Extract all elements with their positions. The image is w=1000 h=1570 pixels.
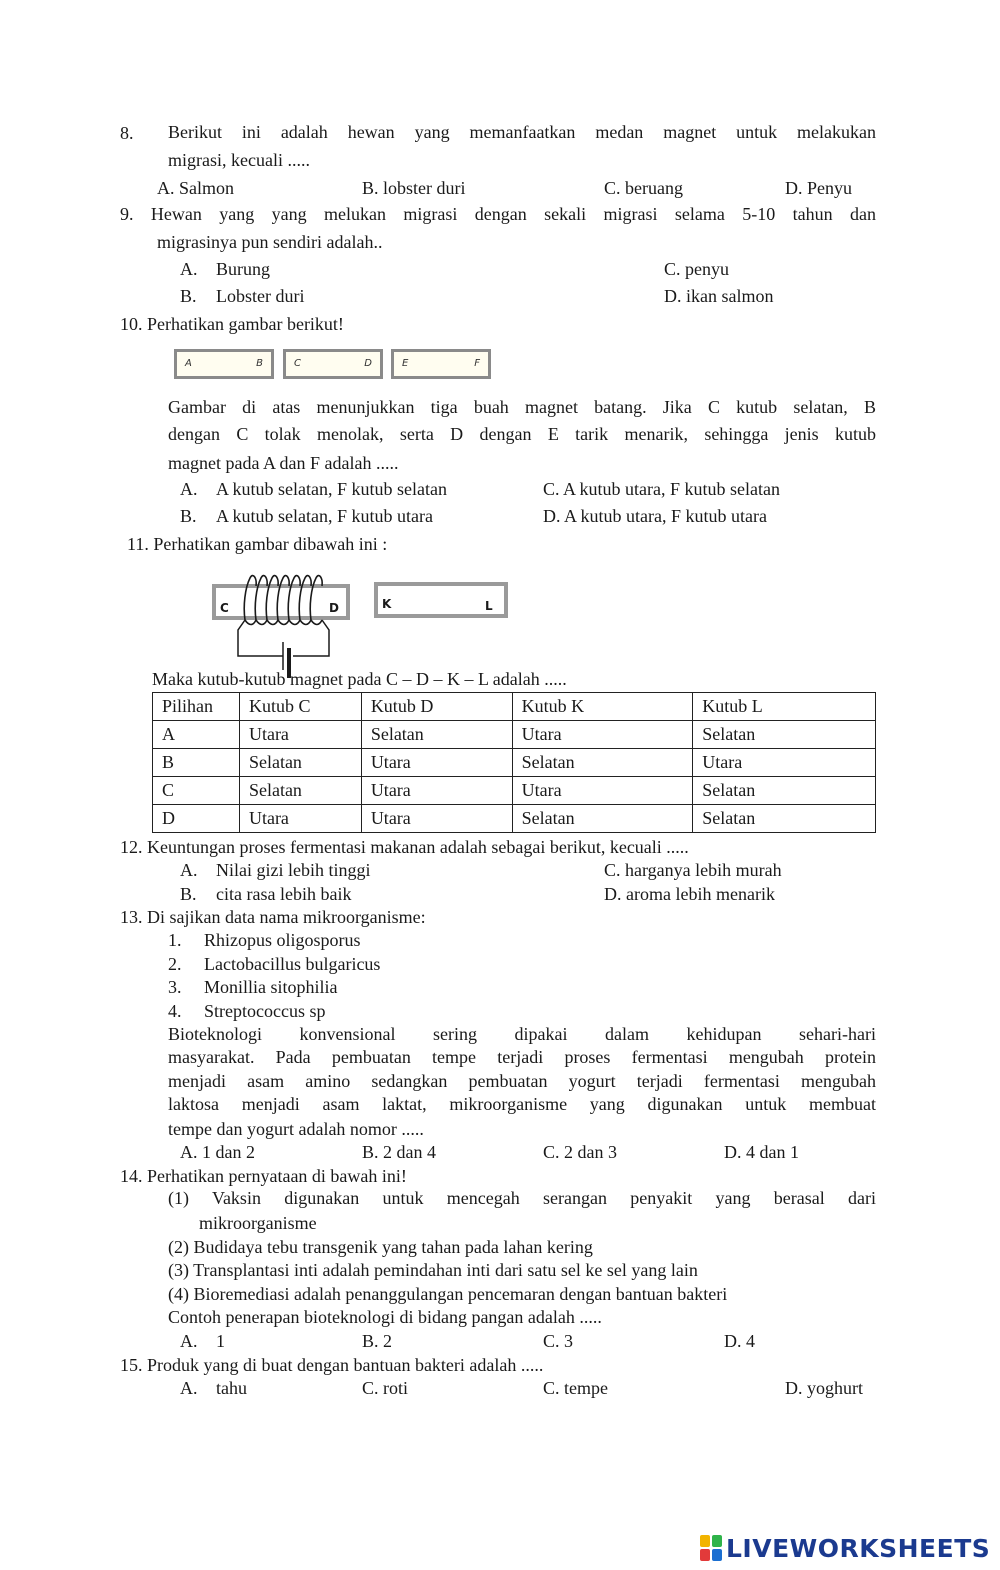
table-cell: Utara <box>512 777 693 805</box>
q15-option-d: D. yoghurt <box>785 1378 863 1398</box>
q13-item-number: 3. <box>168 977 182 997</box>
q10-option-a-letter: A. <box>180 479 198 499</box>
coil-pole-c: C <box>220 601 229 615</box>
q8-option-d: D. Penyu <box>785 178 852 198</box>
table-row <box>153 721 876 749</box>
table-header-cell: Kutub K <box>512 693 693 721</box>
table-cell: D <box>153 805 240 833</box>
table-cell: B <box>153 749 240 777</box>
q13-item-text: Monillia sitophilia <box>204 977 338 997</box>
table-header-cell: Kutub C <box>239 693 361 721</box>
q8-text-line2: migrasi, kecuali ..... <box>168 150 310 170</box>
table-cell: Utara <box>239 805 361 833</box>
q14-statement-1: (1) Vaksin digunakan untuk mencegah serangan penyakit yang berasal dari <box>168 1188 876 1208</box>
q13-paragraph-line5: tempe dan yogurt adalah nomor ..... <box>168 1119 424 1139</box>
table-header-cell: Kutub L <box>693 693 876 721</box>
magnet-pole-label: D <box>364 358 372 369</box>
q13-option-a: A. 1 dan 2 <box>180 1142 255 1162</box>
q13-item-number: 1. <box>168 930 182 950</box>
q10-option-b: A kutub selatan, F kutub utara <box>216 506 433 526</box>
q13-option-d: D. 4 dan 1 <box>724 1142 799 1162</box>
table-cell: Utara <box>239 721 361 749</box>
q13-text-line1: 13. Di sajikan data nama mikroorganisme: <box>120 907 426 927</box>
q14-option-d: D. 4 <box>724 1331 755 1351</box>
q14-statement-4: (4) Bioremediasi adalah penanggulangan pencemaran dengan bantuan bakteri <box>168 1284 728 1304</box>
magnet-pole-label: B <box>256 358 263 369</box>
q8-text-line1: Berikut ini adalah hewan yang memanfaatkan medan magnet untuk melakukan <box>168 122 876 142</box>
magnet-pole-label: C <box>294 358 301 369</box>
magnet-pole-label: A <box>185 358 192 369</box>
q15-option-c: C. tempe <box>543 1378 608 1398</box>
q12-option-a-letter: A. <box>180 860 198 880</box>
q9-text-line2: migrasinya pun sendiri adalah.. <box>157 232 383 252</box>
bar-magnet-ef <box>391 349 491 379</box>
wire-left <box>238 620 283 656</box>
table-header-cell: Kutub D <box>361 693 512 721</box>
q8-number: 8. <box>120 123 134 143</box>
q10-option-c: C. A kutub utara, F kutub selatan <box>543 479 780 499</box>
q15-option-a-letter: A. <box>180 1378 198 1398</box>
q12-option-b-letter: B. <box>180 884 197 904</box>
table-header-row <box>153 693 876 721</box>
table-cell: Selatan <box>361 721 512 749</box>
electromagnet-diagram <box>205 568 525 680</box>
bar-magnet-ab <box>174 349 274 379</box>
table-cell: Utara <box>693 749 876 777</box>
q10-paragraph-line3: magnet pada A dan F adalah ..... <box>168 453 399 473</box>
bar-pole-k: K <box>382 597 392 611</box>
q13-paragraph-line4: laktosa menjadi asam laktat, mikroorganisme yang digunakan untuk membuat <box>168 1094 876 1114</box>
table-header-cell: Pilihan <box>153 693 240 721</box>
table-cell: Selatan <box>693 721 876 749</box>
q13-item-text: Rhizopus oligosporus <box>204 930 361 950</box>
magnet-pole-label: E <box>402 358 409 369</box>
table-cell: Selatan <box>512 749 693 777</box>
table-row <box>153 749 876 777</box>
iron-core <box>214 586 348 618</box>
q12-option-c: C. harganya lebih murah <box>604 860 782 880</box>
q15-text-line1: 15. Produk yang di buat dengan bantuan bakteri adalah ..... <box>120 1355 544 1375</box>
q13-paragraph-line3: menjadi asam amino sedangkan pembuatan yogurt terjadi fermentasi mengubah <box>168 1071 876 1091</box>
table-cell: Utara <box>512 721 693 749</box>
wire-right <box>293 620 329 656</box>
table-row <box>153 777 876 805</box>
q10-option-b-letter: B. <box>180 506 197 526</box>
q9-option-b: Lobster duri <box>216 286 305 306</box>
q9-option-a: Burung <box>216 259 270 279</box>
q12-option-b: cita rasa lebih baik <box>216 884 352 904</box>
magnet-pole-label: F <box>474 358 480 369</box>
q15-option-b: C. roti <box>362 1378 409 1398</box>
q13-item-number: 4. <box>168 1001 182 1021</box>
liveworksheets-logo[interactable] <box>700 1532 990 1564</box>
table-row <box>153 805 876 833</box>
q9-option-d: D. ikan salmon <box>664 286 774 306</box>
table-cell: Selatan <box>239 777 361 805</box>
q10-paragraph-line2: dengan C tolak menolak, serta D dengan E tarik menarik, sehingga jenis kutub <box>168 424 876 444</box>
bar-pole-l: L <box>485 599 493 613</box>
q13-item-text: Streptococcus sp <box>204 1001 326 1021</box>
q13-item-number: 2. <box>168 954 182 974</box>
q9-option-b-letter: B. <box>180 286 197 306</box>
q14-option-a: 1 <box>216 1331 225 1351</box>
q14-option-c: C. 3 <box>543 1331 574 1351</box>
q9-option-a-letter: A. <box>180 259 198 279</box>
q12-option-a: Nilai gizi lebih tinggi <box>216 860 371 880</box>
q12-text-line1: 12. Keuntungan proses fermentasi makanan adalah sebagai berikut, kecuali ..... <box>120 837 689 857</box>
q14-statement-3: (3) Transplantasi inti adalah pemindahan inti dari satu sel ke sel yang lain <box>168 1260 698 1280</box>
q11-text-line1: 11. Perhatikan gambar dibawah ini : <box>127 534 388 554</box>
q11-answer-table <box>152 692 876 833</box>
q8-option-b: B. lobster duri <box>362 178 466 198</box>
q14-statement-2: (2) Budidaya tebu transgenik yang tahan pada lahan kering <box>168 1237 593 1257</box>
brand-name: LIVEWORKSHEETS <box>726 1533 991 1563</box>
q14-text-line1: 14. Perhatikan pernyataan di bawah ini! <box>120 1166 407 1186</box>
table-cell: A <box>153 721 240 749</box>
coil-pole-d: D <box>329 601 339 615</box>
q10-option-d: D. A kutub utara, F kutub utara <box>543 506 767 526</box>
q14-statement-1-cont: mikroorganisme <box>199 1213 317 1233</box>
q8-option-a: A. Salmon <box>157 178 235 198</box>
liveworksheets-logo-icon <box>700 1535 722 1561</box>
table-cell: Utara <box>361 777 512 805</box>
table-cell: C <box>153 777 240 805</box>
q10-option-a: A kutub selatan, F kutub selatan <box>216 479 447 499</box>
q13-option-c: C. 2 dan 3 <box>543 1142 617 1162</box>
q9-text-line1: 9. Hewan yang yang melukan migrasi dengan sekali migrasi selama 5-10 tahun dan <box>120 204 876 224</box>
q14-option-b: B. 2 <box>362 1331 393 1351</box>
q9-option-c: C. penyu <box>664 259 729 279</box>
table-cell: Utara <box>361 749 512 777</box>
q13-paragraph-line2: masyarakat. Pada pembuatan tempe terjadi proses fermentasi mengubah protein <box>168 1047 876 1067</box>
q15-option-a: tahu <box>216 1378 247 1398</box>
table-cell: Selatan <box>512 805 693 833</box>
table-cell: Selatan <box>693 777 876 805</box>
bar-magnet-cd <box>283 349 383 379</box>
q14-option-a-letter: A. <box>180 1331 198 1351</box>
q11-question: Maka kutub-kutub magnet pada C – D – K – L adalah ..... <box>152 669 567 689</box>
q8-option-c: C. beruang <box>604 178 683 198</box>
q13-paragraph-line1: Bioteknologi konvensional sering dipakai dalam kehidupan sehari-hari <box>168 1024 876 1044</box>
table-cell: Selatan <box>239 749 361 777</box>
q10-paragraph-line1: Gambar di atas menunjukkan tiga buah magnet batang. Jika C kutub selatan, B <box>168 397 876 417</box>
q12-option-d: D. aroma lebih menarik <box>604 884 775 904</box>
q10-text-line1: 10. Perhatikan gambar berikut! <box>120 314 344 334</box>
table-cell: Utara <box>361 805 512 833</box>
q13-item-text: Lactobacillus bulgaricus <box>204 954 381 974</box>
q14-question: Contoh penerapan bioteknologi di bidang pangan adalah ..... <box>168 1307 602 1327</box>
q13-option-b: B. 2 dan 4 <box>362 1142 436 1162</box>
table-cell: Selatan <box>693 805 876 833</box>
